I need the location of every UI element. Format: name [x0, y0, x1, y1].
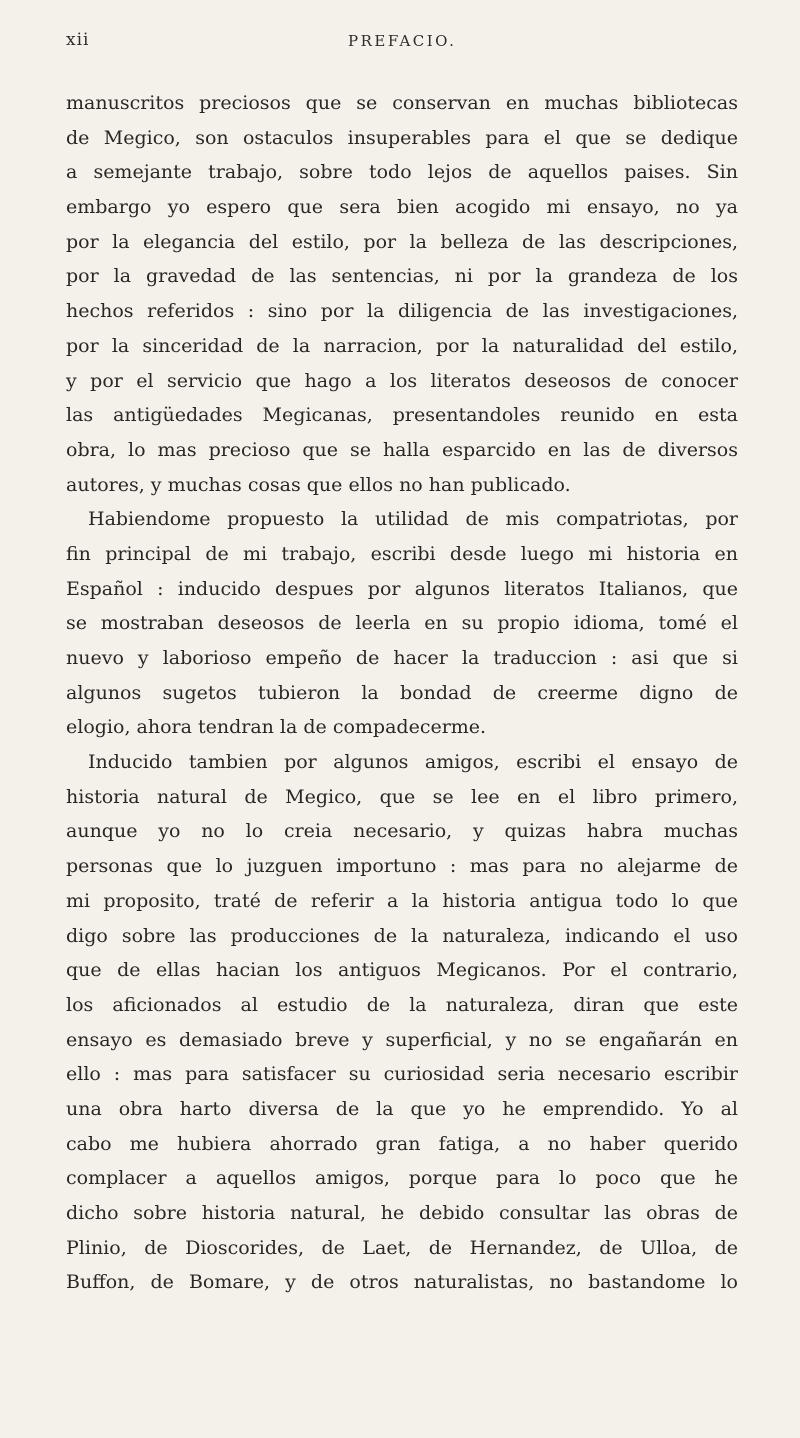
page-header: [52, 30, 742, 60]
text-line: hechos referidos : sino por la diligencia de las investigaciones,: [66, 300, 738, 323]
text-line: cabo me hubiera ahorrado gran fatiga, a no haber querido: [66, 1132, 738, 1155]
text-line: ensayo es demasiado breve y superficial, y no se engañarán en: [66, 1028, 738, 1051]
running-head: PREFACIO.: [348, 32, 457, 50]
text-line: embargo yo espero que sera bien acogido mi ensayo, no ya: [66, 196, 738, 219]
text-line: una obra harto diversa de la que yo he emprendido. Yo al: [66, 1097, 738, 1120]
page-number: xii: [66, 30, 90, 50]
text-line: y por el servicio que hago a los literatos deseosos de conocer: [66, 369, 738, 392]
text-line: Plinio, de Dioscorides, de Laet, de Hernandez, de Ulloa, de: [66, 1236, 738, 1259]
text-line: por la sinceridad de la narracion, por la naturalidad del estilo,: [66, 334, 738, 357]
text-line: que de ellas hacian los antiguos Megicanos. Por el contrario,: [66, 959, 738, 982]
text-line: a semejante trabajo, sobre todo lejos de aquellos paises. Sin: [66, 161, 738, 184]
text-line: fin principal de mi trabajo, escribi desde luego mi historia en: [66, 542, 738, 565]
text-line: ello : mas para satisfacer su curiosidad seria necesario escribir: [66, 1063, 738, 1086]
text-line: Inducido tambien por algunos amigos, escribi el ensayo de: [88, 751, 738, 774]
text-line: se mostraban deseosos de leerla en su propio idioma, tomé el: [66, 612, 738, 635]
text-line: complacer a aquellos amigos, porque para lo poco que he: [66, 1167, 738, 1190]
text-line: Español : inducido despues por algunos literatos Italianos, que: [66, 577, 738, 600]
text-line: autores, y muchas cosas que ellos no han publicado.: [66, 473, 571, 496]
text-line: algunos sugetos tubieron la bondad de creerme digno de: [66, 681, 738, 704]
text-line: obra, lo mas precioso que se halla esparcido en las de diversos: [66, 438, 738, 461]
text-line: las antigüedades Megicanas, presentandoles reunido en esta: [66, 404, 738, 427]
text-line: aunque yo no lo creia necesario, y quizas habra muchas: [66, 820, 738, 843]
text-line: nuevo y laborioso empeño de hacer la traduccion : asi que si: [66, 647, 738, 669]
text-line: Habiendome propuesto la utilidad de mis compatriotas, por: [88, 508, 738, 531]
text-line: por la elegancia del estilo, por la belleza de las descripciones,: [66, 230, 738, 253]
text-line: personas que lo juzguen importuno : mas para no alejarme de: [66, 855, 738, 878]
text-line: por la gravedad de las sentencias, ni por la grandeza de los: [66, 265, 738, 288]
text-line: historia natural de Megico, que se lee en el libro primero,: [66, 785, 738, 808]
text-line: de Megico, son ostaculos insuperables para el que se dedique: [66, 126, 738, 149]
text-line: los aficionados al estudio de la naturaleza, diran que este: [66, 993, 738, 1016]
text-line: manuscritos preciosos que se conservan en muchas bibliotecas: [66, 92, 738, 114]
text-line: Buffon, de Bomare, y de otros naturalistas, no bastandome lo: [66, 1271, 738, 1294]
text-line: dicho sobre historia natural, he debido consultar las obras de: [66, 1202, 738, 1224]
text-line: mi proposito, traté de referir a la historia antigua todo lo que: [66, 889, 738, 912]
text-line: elogio, ahora tendran la de compadecerme.: [66, 716, 487, 739]
text-line: digo sobre las producciones de la naturaleza, indicando el uso: [66, 924, 738, 947]
body-text: [66, 86, 738, 1300]
